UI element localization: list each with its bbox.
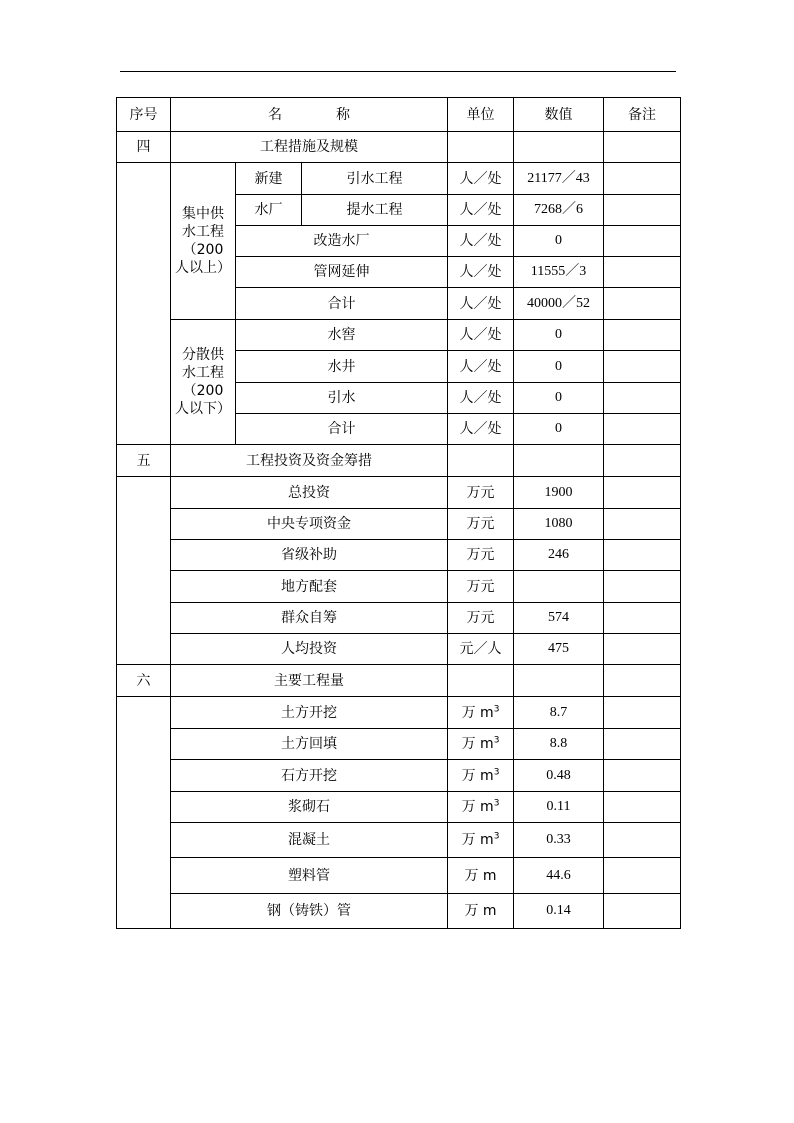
section-seq: 四 [117,132,171,163]
row-remark [604,540,681,571]
row-remark [604,509,681,540]
row-name: 引水工程 [302,163,448,195]
new-plant-label-bottom: 水厂 [236,195,302,226]
row-value: 0.33 [514,823,604,858]
row-value: 1080 [514,509,604,540]
row-remark [604,257,681,288]
row-name: 改造水厂 [236,226,448,257]
row-remark [604,858,681,894]
row-remark [604,760,681,792]
row-remark [604,697,681,729]
row-remark [604,823,681,858]
row-name: 土方回填 [171,729,448,760]
section-row [117,132,681,163]
table-row [117,792,681,823]
row-unit: 万元 [448,603,514,634]
seq-empty-cell [117,477,171,665]
row-name: 总投资 [171,477,448,509]
row-value: 0 [514,226,604,257]
row-unit: 人／处 [448,320,514,351]
row-value: 0 [514,383,604,414]
row-unit: 万元 [448,477,514,509]
row-unit: 万 $m^3$ [448,697,514,729]
row-unit: 万 $m^3$ [448,729,514,760]
row-remark [604,894,681,929]
row-name: 钢（铸铁）管 [171,894,448,929]
row-unit: 万元 [448,571,514,603]
header-name [171,98,448,132]
row-remark [604,603,681,634]
row-value: 11555／3 [514,257,604,288]
row-unit: 万 $m^3$ [448,760,514,792]
row-value: 8.7 [514,697,604,729]
row-value: 574 [514,603,604,634]
table-row [117,729,681,760]
row-value: 475 [514,634,604,665]
header-name-a: 名 [268,106,283,123]
row-unit: 人／处 [448,195,514,226]
row-unit: 人／处 [448,383,514,414]
section-title: 工程投资及资金筹措 [171,445,448,477]
project-summary-table [116,97,681,929]
table-row [117,540,681,571]
row-name: 水窖 [236,320,448,351]
section-row [117,665,681,697]
seq-empty-cell [117,163,171,445]
table-row [117,823,681,858]
row-remark [604,792,681,823]
header-unit: 单位 [448,98,514,132]
row-name: 合计 [236,414,448,445]
header-value: 数值 [514,98,604,132]
section-row [117,445,681,477]
row-remark [604,634,681,665]
row-unit: 元／人 [448,634,514,665]
table-row [117,477,681,509]
row-name: 省级补助 [171,540,448,571]
row-name: 水井 [236,351,448,383]
row-name: 群众自筹 [171,603,448,634]
table-row [117,894,681,929]
row-remark [604,477,681,509]
row-remark [604,195,681,226]
row-value: 0 [514,320,604,351]
table-row [117,509,681,540]
row-name: 浆砌石 [171,792,448,823]
header-name-b: 称 [336,106,351,123]
row-value: 0.11 [514,792,604,823]
table-row [117,163,681,195]
section-title: 主要工程量 [171,665,448,697]
row-name: 土方开挖 [171,697,448,729]
table-row [117,858,681,894]
row-remark [604,320,681,351]
row-name: 人均投资 [171,634,448,665]
row-value: 246 [514,540,604,571]
row-value: 44.6 [514,858,604,894]
row-remark [604,226,681,257]
table-row [117,571,681,603]
row-unit: 人／处 [448,288,514,320]
row-name: 合计 [236,288,448,320]
row-value: 8.8 [514,729,604,760]
row-unit: 人／处 [448,226,514,257]
table-header-row [117,98,681,132]
section-title: 工程措施及规模 [171,132,448,163]
row-unit: 万 m [448,894,514,929]
row-name: 引水 [236,383,448,414]
row-value: 21177／43 [514,163,604,195]
row-name: 石方开挖 [171,760,448,792]
row-remark [604,383,681,414]
dispersed-supply-label: 分散供 水工程 （200 人以下） [171,320,236,445]
table-row [117,320,681,351]
row-value: 0 [514,414,604,445]
row-value: 0.14 [514,894,604,929]
row-value: 1900 [514,477,604,509]
row-unit: 人／处 [448,163,514,195]
row-unit: 万元 [448,509,514,540]
new-plant-label-top: 新建 [236,163,302,195]
row-name: 管网延伸 [236,257,448,288]
row-remark [604,351,681,383]
row-remark [604,163,681,195]
header-remark: 备注 [604,98,681,132]
table-row [117,760,681,792]
row-name: 塑料管 [171,858,448,894]
table-row [117,697,681,729]
row-value: 7268／6 [514,195,604,226]
row-remark [604,571,681,603]
row-value: 0.48 [514,760,604,792]
row-unit: 人／处 [448,414,514,445]
row-unit: 万 $m^3$ [448,823,514,858]
section-seq: 五 [117,445,171,477]
row-name: 混凝土 [171,823,448,858]
row-remark [604,414,681,445]
row-unit: 人／处 [448,351,514,383]
row-name: 中央专项资金 [171,509,448,540]
header-seq: 序号 [117,98,171,132]
central-supply-label: 集中供 水工程 （200 人以上） [171,163,236,320]
row-remark [604,729,681,760]
row-value: 40000／52 [514,288,604,320]
row-name: 地方配套 [171,571,448,603]
row-unit: 人／处 [448,257,514,288]
row-value: 0 [514,351,604,383]
row-value [514,571,604,603]
row-remark [604,288,681,320]
page-header-rule [120,71,676,72]
row-unit: 万元 [448,540,514,571]
table-row [117,603,681,634]
table-row [117,634,681,665]
section-seq: 六 [117,665,171,697]
row-unit: 万 m [448,858,514,894]
seq-empty-cell [117,697,171,929]
row-unit: 万 $m^3$ [448,792,514,823]
row-name: 提水工程 [302,195,448,226]
